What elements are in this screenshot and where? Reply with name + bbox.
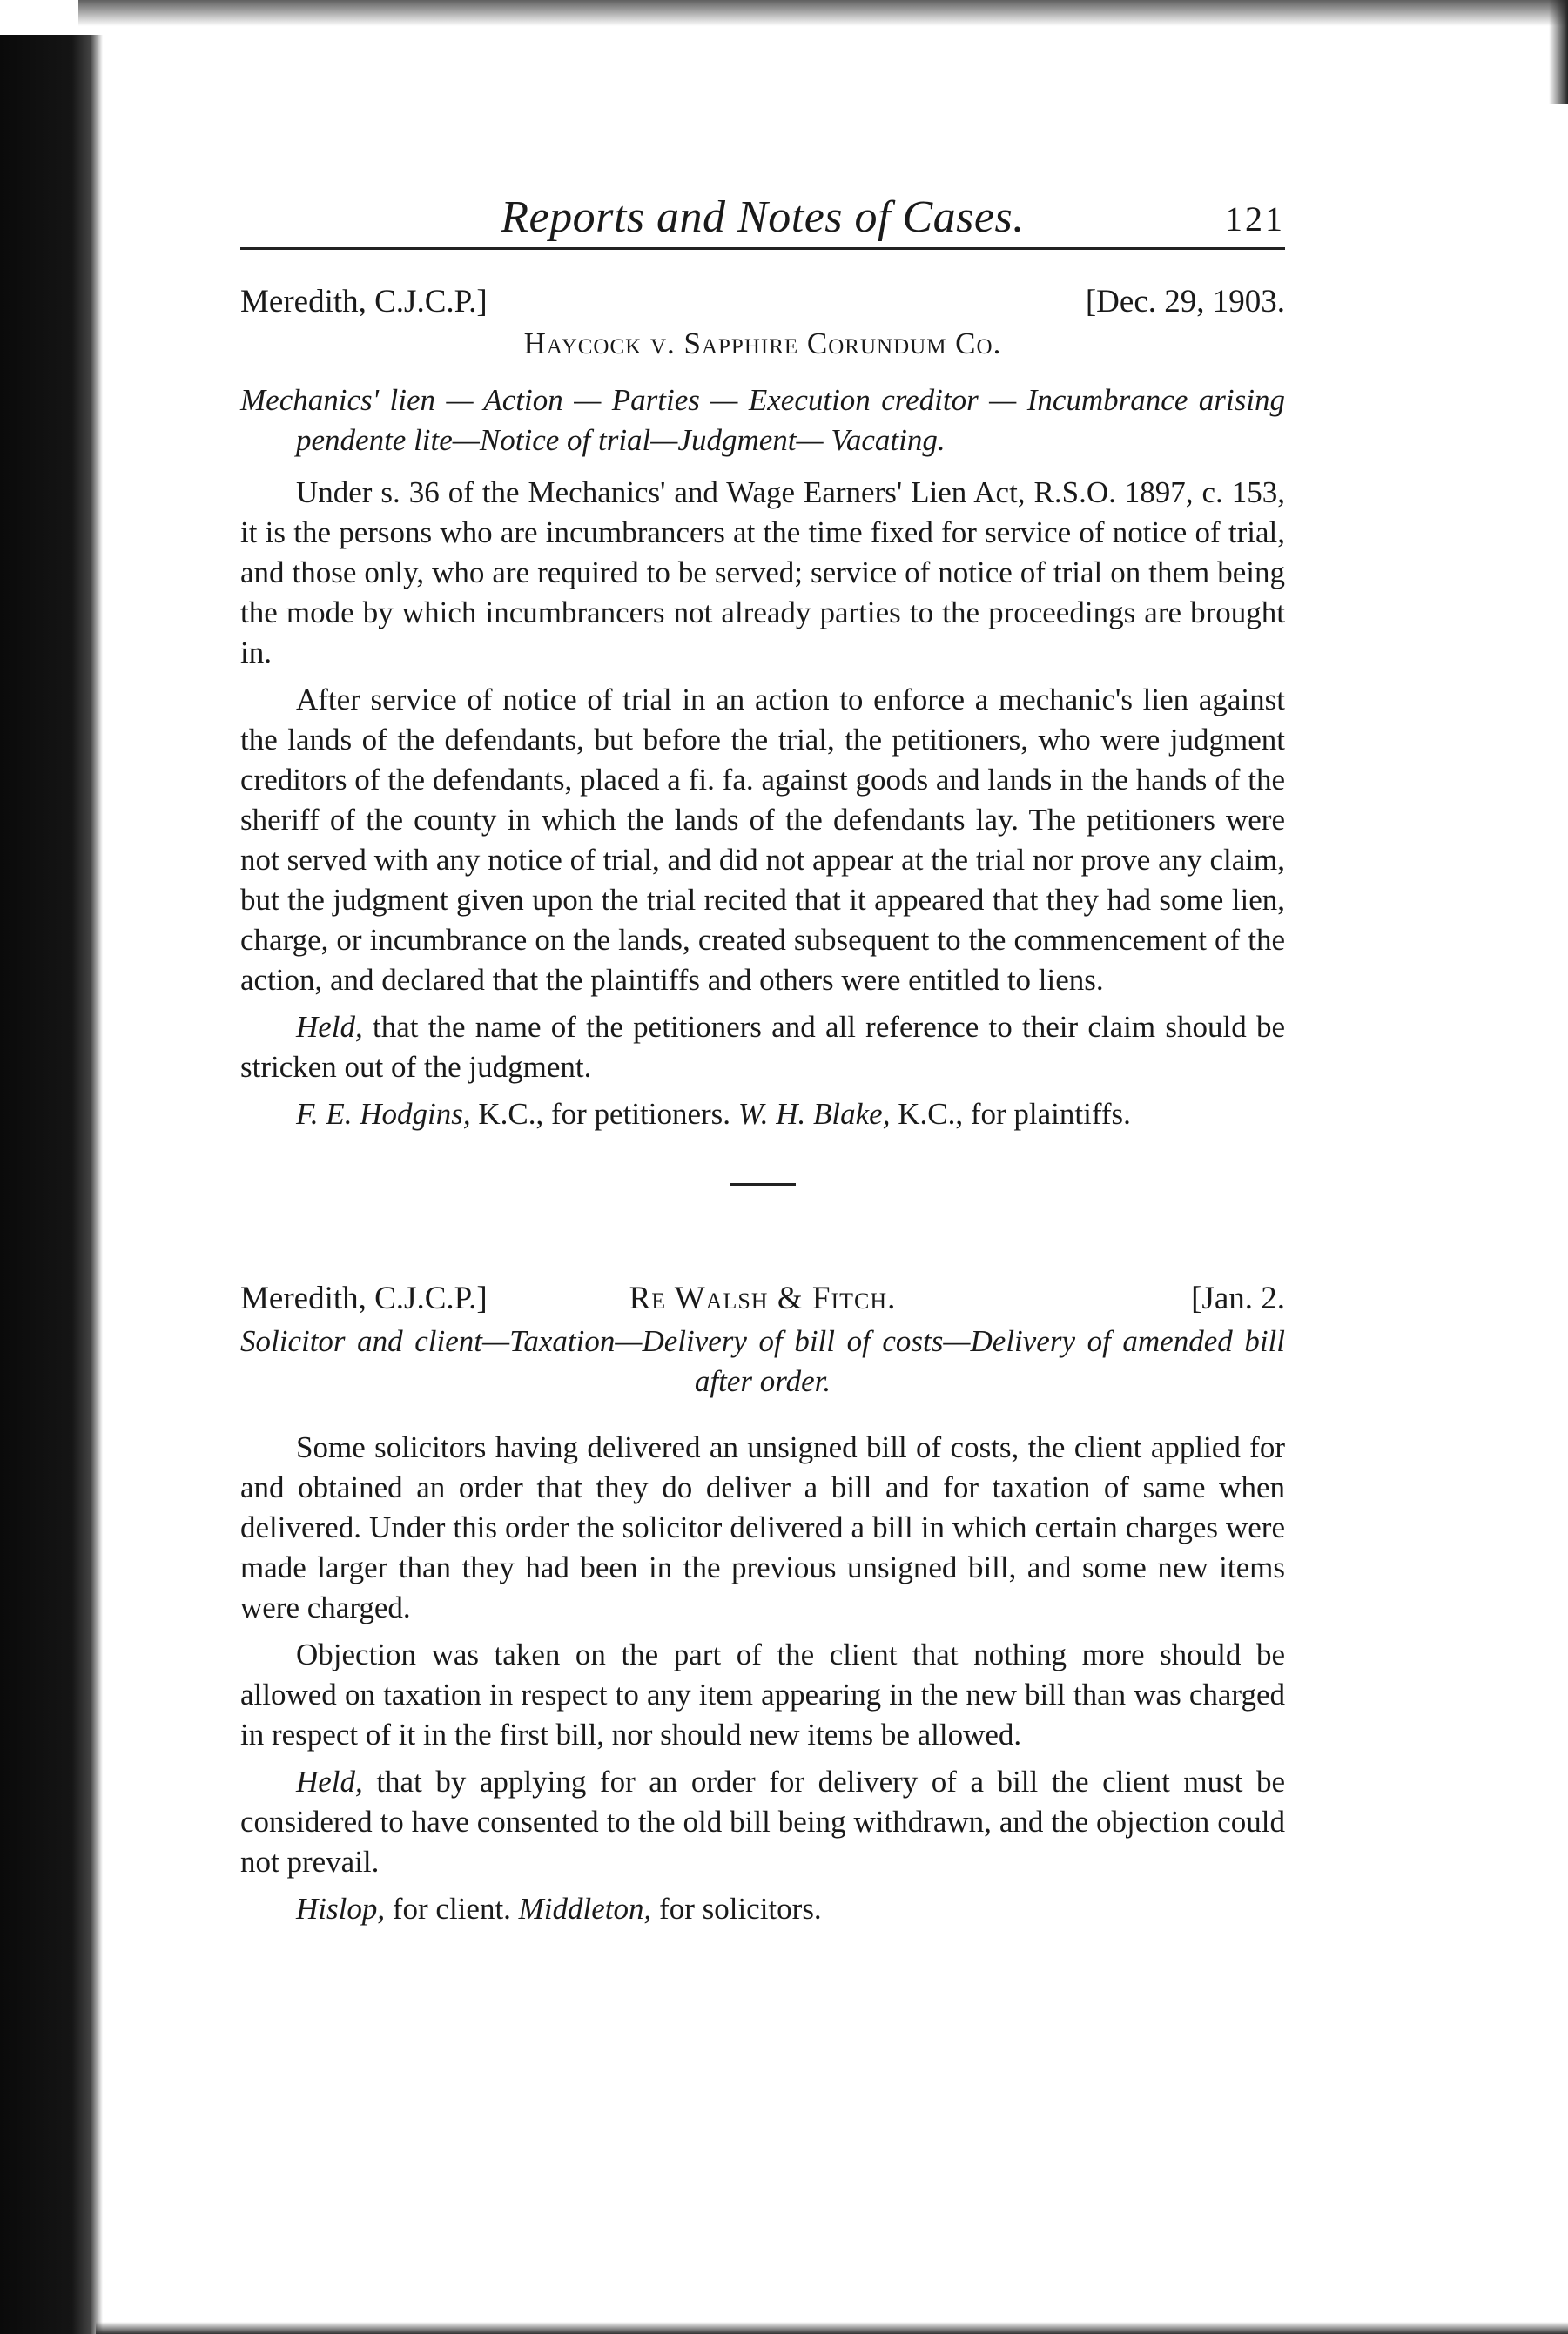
running-title: Reports and Notes of Cases. — [501, 192, 1025, 242]
counsel-name: Hislop, — [296, 1892, 386, 1926]
case-headnote: Mechanics' lien — Action — Parties — Execution creditor — Incumbrance arising pendente lite—Notice of trial—Judgment— Vacating. — [240, 383, 1285, 457]
counsel-role: for client. — [385, 1892, 519, 1926]
case-report-haycock — [240, 276, 1285, 1134]
scan-bottom-edge — [96, 2322, 1568, 2334]
running-header — [240, 174, 1285, 247]
page-content — [240, 174, 1285, 1936]
counsel-line — [240, 1094, 1285, 1134]
section-divider — [730, 1183, 796, 1186]
scan-left-edge — [0, 35, 103, 2334]
held-label: Held, — [296, 1010, 363, 1044]
case-title — [240, 1280, 1285, 1317]
case-headnote: Solicitor and client—Taxation—Delivery of bill of costs—Delivery of amended bill after order. — [240, 1324, 1285, 1398]
judge-name: Meredith, C.J.C.P.] — [240, 284, 488, 319]
case-paragraph: Objection was taken on the part of the client that nothing more should be allowed on taxation in respect to any item appearing in the new bill than was charged in respect of it in the first bill, nor should new items be allowed. — [240, 1638, 1285, 1752]
decision-date: [Dec. 29, 1903. — [1085, 284, 1285, 319]
case-caption — [240, 276, 1285, 325]
case-paragraph: Some solicitors having delivered an unsigned bill of costs, the client applied for and obtained an order that they do deliver a bill and for taxation of same when delivered. Under this order the solicitor delivered a bill in which certain charges were made larger than they had been in the previous unsigned bill, and some new items were charged. — [240, 1430, 1285, 1624]
case-caption — [240, 1273, 1285, 1322]
decision-date: [Jan. 2. — [1191, 1281, 1285, 1316]
scan-right-edge — [1549, 0, 1568, 104]
held-label: Held, — [296, 1765, 363, 1799]
case-report-walsh — [240, 1273, 1285, 1929]
held-text: that by applying for an order for delivery of a bill the client must be considered to have consented to the old bill being withdrawn, and the objection could not prevail. — [240, 1765, 1285, 1879]
case-paragraph: After service of notice of trial in an action to enforce a mechanic's lien against the lands of the defendants, but before the trial, the petitioners, who were judgment creditors of the defendants, placed a fi. fa. against goods and lands in the hands of the sheriff of the county in which the lands of the defendants lay. The petitioners were not served with any notice of trial, and did not appear at the trial nor prove any claim, but the judgment given upon the trial recited that it appeared that they had some lien, charge, or incumbrance on the lands, created subsequent to the commencement of the action, and declared that the plaintiffs and others were entitled to liens. — [240, 683, 1285, 997]
held-text: that the name of the petitioners and all reference to their claim should be stricken out of the judgment. — [240, 1010, 1285, 1084]
case-title: Haycock v. Sapphire Corundum Co. — [523, 326, 1002, 360]
counsel-role: K.C., for plaintiffs. — [890, 1097, 1131, 1131]
counsel-name: W. H. Blake, — [737, 1097, 891, 1131]
counsel-role: for solicitors. — [651, 1892, 822, 1926]
counsel-name: Middleton, — [518, 1892, 652, 1926]
held-paragraph — [240, 1762, 1285, 1882]
counsel-name: F. E. Hodgins, — [296, 1097, 471, 1131]
held-paragraph — [240, 1007, 1285, 1087]
judge-name: Meredith, C.J.C.P.] — [240, 1281, 488, 1316]
counsel-line — [240, 1889, 1285, 1929]
case-title-text: Re Walsh & Fitch. — [629, 1281, 897, 1316]
header-rule — [240, 247, 1285, 250]
page-number: 121 — [1225, 199, 1285, 239]
counsel-role: K.C., for petitioners. — [470, 1097, 738, 1131]
scan-top-edge — [78, 0, 1568, 26]
case-paragraph: Under s. 36 of the Mechanics' and Wage Earners' Lien Act, R.S.O. 1897, c. 153, it is the persons who are incumbrancers at the time fixed for service of notice of trial, and those only, who are required to be served; service of notice of trial on them being the mode by which incumbrancers not already parties to the proceedings are brought in. — [240, 475, 1285, 669]
